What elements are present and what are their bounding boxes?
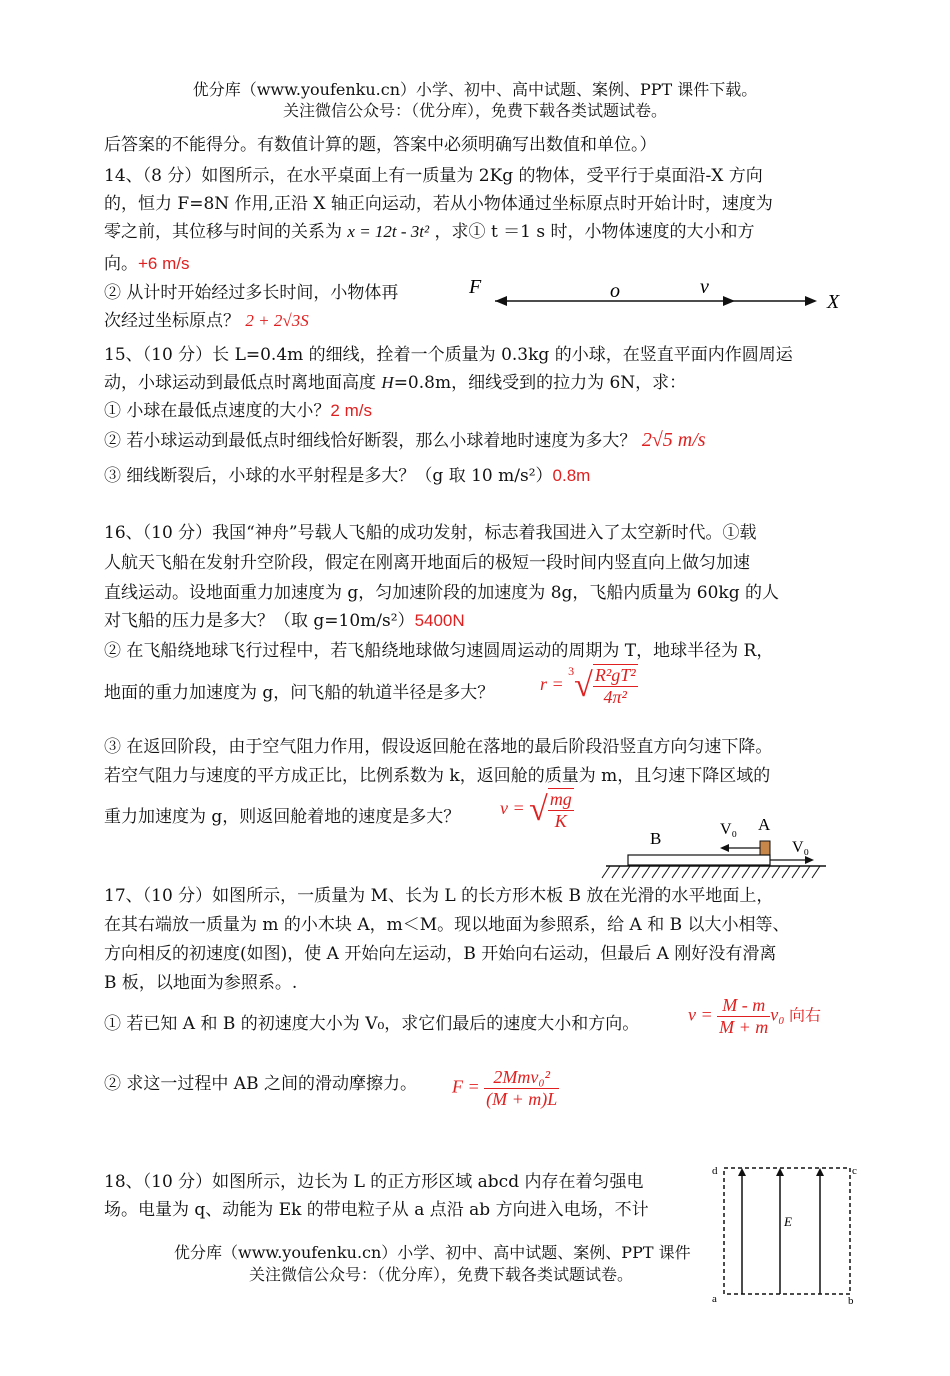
board-B	[628, 855, 770, 865]
q16-line-2: 人航天飞船在发射升空阶段，假定在刚离开地面后的极短一段时间内竖直向上做匀加速	[104, 553, 750, 573]
q17-answer-1-fraction	[717, 995, 770, 1038]
q16-line-3: 直线运动。设地面重力加速度为 g，匀加速阶段的加速度为 8g，飞船内质量为 60kg 的人	[104, 583, 780, 603]
q15-line-2a: 动，小球运动到最低点时离地面高度	[104, 373, 382, 393]
label-o: o	[610, 280, 620, 302]
q14-part-2b: 次经过坐标原点？	[104, 311, 240, 331]
q16-answer-3-fraction	[548, 788, 574, 832]
q15-line-1: 15、（10 分）长 L=0.4m 的细线，拴着一个质量为 0.3kg 的小球，在竖直平面内作圆周运	[104, 345, 793, 365]
q17-answer-2	[452, 1067, 559, 1110]
arrow-left-icon	[720, 844, 729, 852]
q17-line-3: 方向相反的初速度(如图)，使 A 开始向左运动，B 开始向右运动，但最后 A 刚好没有滑离	[104, 944, 777, 964]
header-line-2: 关注微信公众号：（优分库），免费下载各类试题试卷。	[282, 101, 667, 120]
q14-answer-2: 2 + 2√3S	[245, 311, 309, 330]
q14-line-3a: 零之前，其位移与时间的关系为	[104, 222, 342, 242]
q17-answer-1	[688, 995, 821, 1038]
label-V0-left: V₀	[720, 821, 738, 838]
q16-answer-3	[500, 788, 574, 832]
q15-H: H	[381, 373, 394, 392]
q16-answer-2-lhs: r =	[540, 674, 564, 695]
q15-part-2	[104, 428, 706, 453]
q17-answer-1-den: M + m	[719, 1017, 769, 1037]
q16-part-3c: 重力加速度为 g，则返回舱着地的速度是多大？	[104, 807, 461, 827]
q14-line-4	[104, 252, 190, 276]
velocity-arrow-head	[723, 296, 735, 306]
label-F: F	[469, 276, 482, 298]
q15-part-2-text: ② 若小球运动到最低点时细线恰好断裂，那么小球着地时速度为多大？	[104, 431, 637, 451]
q17-answer-2-num: 2Mmv₀²	[484, 1067, 559, 1089]
field-arrow-icon	[776, 1168, 784, 1176]
q15-answer-2: 2√5 m/s	[641, 429, 706, 451]
ground-hatching	[602, 866, 820, 878]
force-arrow-head	[495, 296, 507, 306]
q14-line-3b: ，求① t ＝1 s 时，小物体速度的大小和方	[434, 222, 755, 242]
radical-icon: √	[574, 667, 593, 704]
q17-line-4: B 板，以地面为参照系。.	[104, 973, 298, 993]
q16-line-4	[104, 609, 465, 633]
q14-line-1: 14、（8 分）如图所示，在水平桌面上有一质量为 2Kg 的物体，受平行于桌面沿-X 方向	[104, 166, 763, 186]
q17-answer-1-lhs: v =	[688, 1004, 713, 1025]
q16-part-3a: ③ 在返回阶段，由于空气阻力作用，假设返回舱在落地的最后阶段沿竖直方向匀速下降。	[104, 737, 773, 757]
q16-answer-2	[540, 664, 638, 708]
q16-answer-2-num: R²gT²	[594, 665, 636, 685]
q14-part-2a: ② 从计时开始经过多长时间，小物体再	[104, 283, 399, 303]
q16-answer-2-fraction	[593, 664, 638, 708]
q14-line-3	[104, 220, 755, 244]
q17-answer-2-lhs: F =	[452, 1076, 480, 1097]
q17-answer-2-den: (M + m)L	[486, 1089, 558, 1109]
q16-part-3b: 若空气阻力与速度的平方成正比，比例系数为 k，返回舱的质量为 m，且匀速下降区域的	[104, 766, 771, 786]
q16-part-2a: ② 在飞船绕地球飞行过程中，若飞船绕地球做匀速圆周运动的周期为 T，地球半径为 R，	[104, 641, 774, 661]
q16-answer-3-lhs: v =	[500, 798, 525, 819]
q15-part-3	[104, 464, 590, 488]
label-b: b	[848, 1295, 854, 1307]
label-E: E	[784, 1214, 792, 1229]
q17-answer-1-num: M - m	[717, 995, 770, 1017]
q17-part-2: ② 求这一过程中 AB 之间的滑动摩擦力。	[104, 1074, 417, 1094]
radical-icon: √	[529, 791, 548, 828]
q17-board-diagram	[600, 812, 830, 884]
field-arrow-icon	[738, 1168, 746, 1176]
q14-line-4-text: 向。	[104, 254, 138, 274]
q14-answer-1: +6 m/s	[138, 254, 190, 273]
q14-part-2b-line	[104, 309, 309, 333]
label-c: c	[852, 1165, 857, 1177]
cube-root-index: 3	[568, 664, 575, 678]
field-arrow-icon	[816, 1168, 824, 1176]
q17-part-1: ① 若已知 A 和 B 的初速度大小为 V₀，求它们最后的速度大小和方向。	[104, 1014, 640, 1034]
q16-line-4-text: 对飞船的压力是多大？（取 g=10m/s²）	[104, 611, 415, 631]
intro-text: 后答案的不能得分。有数值计算的题，答案中必须明确写出数值和单位。）	[104, 135, 657, 155]
label-X: X	[827, 291, 840, 313]
q17-answer-1-v0: v₀	[770, 1004, 785, 1025]
label-A: A	[758, 815, 771, 834]
q15-line-2b: =0.8m，细线受到的拉力为 6N，求：	[393, 373, 687, 393]
q15-answer-3: 0.8m	[552, 466, 591, 485]
label-d: d	[712, 1165, 718, 1177]
q18-line-1: 18、（10 分）如图所示，边长为 L 的正方形区域 abcd 内存在着匀强电	[104, 1172, 644, 1192]
q16-answer-1: 5400N	[414, 611, 465, 630]
q18-field-diagram	[708, 1162, 864, 1310]
label-B: B	[650, 829, 662, 848]
q14-formula: x = 12t - 3t²	[347, 222, 430, 241]
header-line-1: 优分库（www.youfenku.cn）小学、初中、高中试题、案例、PPT 课件下载。	[192, 80, 758, 99]
q16-answer-3-den: K	[554, 811, 567, 831]
q15-answer-1: 2 m/s	[330, 401, 372, 420]
label-v: v	[700, 276, 709, 298]
q16-part-2b: 地面的重力加速度为 g，问飞船的轨道半径是多大？	[104, 683, 495, 703]
q15-part-1-text: ① 小球在最低点速度的大小？	[104, 401, 331, 421]
q16-line-1: 16、（10 分）我国“神舟”号载人飞船的成功发射，标志着我国进入了太空新时代。①载	[104, 523, 757, 543]
q18-line-2: 场。电量为 q、动能为 Ek 的带电粒子从 a 点沿 ab 方向进入电场，不计	[104, 1200, 649, 1220]
q16-answer-2-den: 4π²	[603, 687, 627, 707]
x-axis-arrow-head	[805, 296, 817, 306]
q14-line-2: 的，恒力 F=8N 作用,正沿 X 轴正向运动，若从小物体通过坐标原点时开始计时，速度为	[104, 194, 773, 214]
label-a: a	[712, 1293, 717, 1305]
square-region	[724, 1168, 850, 1294]
q17-answer-2-fraction	[484, 1067, 559, 1110]
q17-answer-1-direction: 向右	[789, 1005, 822, 1025]
label-V0-right: V₀	[792, 839, 810, 856]
q16-answer-3-num: mg	[549, 789, 572, 809]
q17-line-2: 在其右端放一质量为 m 的小木块 A，m＜M。现以地面为参照系，给 A 和 B 以大小相等、	[104, 915, 790, 935]
footer-line-2: 关注微信公众号：（优分库），免费下载各类试题试卷。	[249, 1265, 634, 1284]
q15-line-2	[104, 371, 686, 395]
block-A	[760, 841, 770, 855]
footer-line-1: 优分库（www.youfenku.cn）小学、初中、高中试题、案例、PPT 课件	[174, 1243, 691, 1262]
q14-axis-diagram	[455, 275, 855, 315]
q17-line-1: 17、（10 分）如图所示，一质量为 M、长为 L 的长方形木板 B 放在光滑的水平地面上，	[104, 886, 774, 906]
q15-part-3-text: ③ 细线断裂后，小球的水平射程是多大？（g 取 10 m/s²）	[104, 466, 553, 486]
q15-part-1	[104, 399, 372, 423]
arrow-right-icon	[805, 856, 814, 864]
